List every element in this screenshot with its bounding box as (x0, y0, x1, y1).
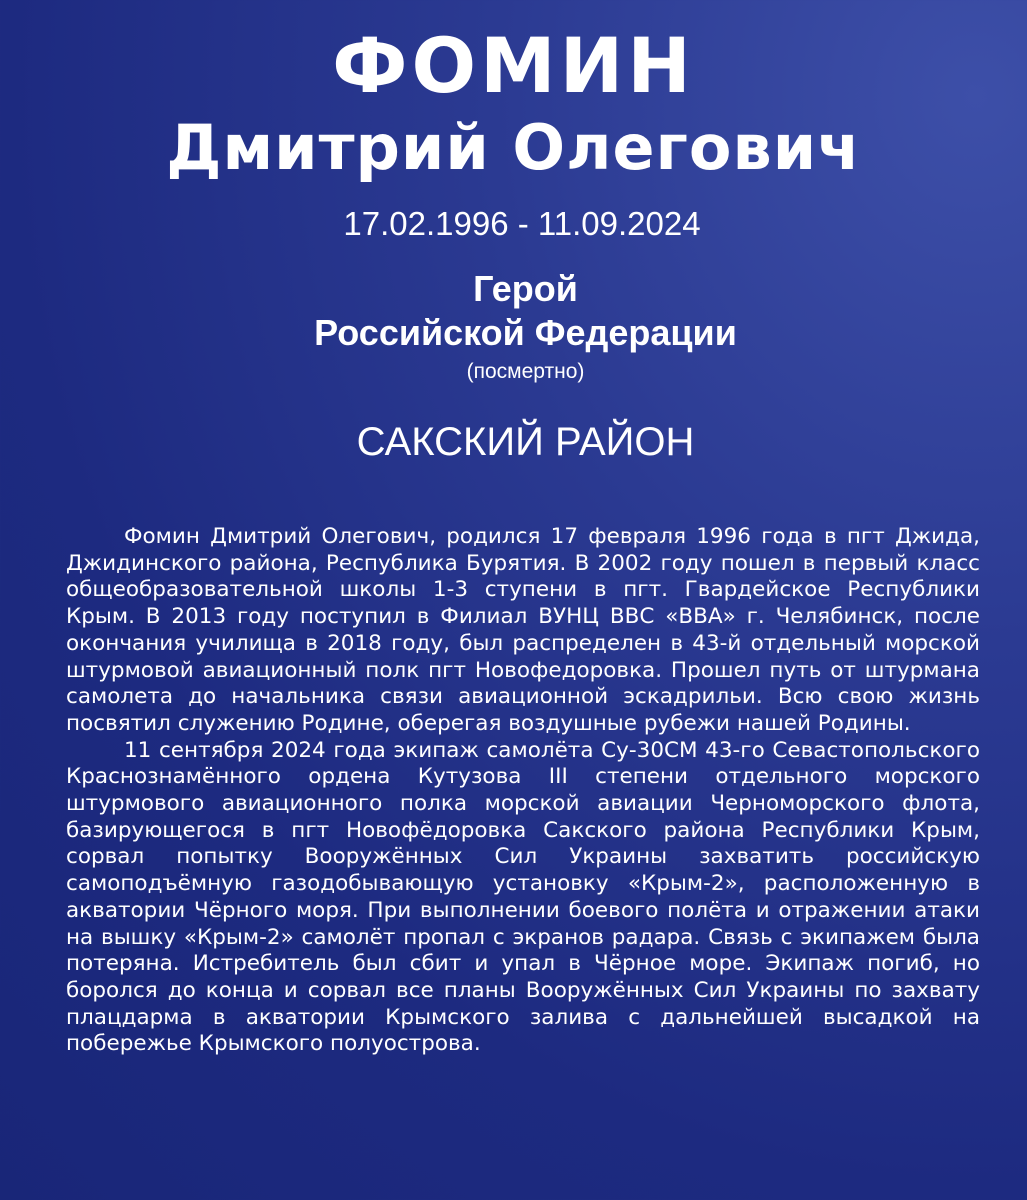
surname-heading: ФОМИН (332, 21, 695, 110)
posthumous-note: (посмертно) (466, 360, 585, 383)
given-names-heading: Дмитрий Олегович (166, 111, 861, 184)
life-dates: 17.02.1996 - 11.09.2024 (343, 205, 701, 242)
hero-title-line2: Российской Федерации (314, 312, 737, 353)
hero-title-line1: Герой (473, 268, 578, 309)
biography-paragraph-1: Фомин Дмитрий Олегович, родился 17 февраля 1996 года в пгт Джида, Джидинского района, Республика Бурятия. В 2002 году пошел в первый класс общеобразовательной школы 1-3 ступени в пгт. Гвардейское Республики Крым. В 2013 году поступил в Филиал ВУНЦ ВВС «ВВА» г. Челябинск, после окончания училища в 2018 году, был распределен в 43-й отдельный морской штурмовой авиационный полк пгт Новофедоровка. Прошел путь от штурмана самолета до начальника связи авиационной эскадрильи. Всю свою жизнь посвятил служению Родине, оберегая воздушные рубежи нашей Родины. (66, 524, 980, 736)
district-name: САКСКИЙ РАЙОН (356, 420, 695, 464)
biography-text (66, 524, 980, 1058)
biography-paragraph-2: 11 сентября 2024 года экипаж самолёта Су-30СМ 43-го Севастопольского Краснознамённого ордена Кутузова III степени отдельного морского штурмового авиационного полка морской авиации Черноморского флота, базирующегося в пгт Новофёдоровка Сакского района Республики Крым, сорвал попытку Вооружённых Сил Украины захватить российскую самоподъёмную газодобывающую установку «Крым-2», расположенную в акватории Чёрного моря. При выполнении боевого полёта и отражении атаки на вышку «Крым-2» самолёт пропал с экранов радара. Связь с экипажем была потеряна. Истребитель был сбит и упал в Чёрное море. Экипаж погиб, но боролся до конца и сорвал все планы Вооружённых Сил Украины по захвату плацдарма в акватории Крымского залива с дальнейшей высадкой на побережье Крымского полуострова. (66, 737, 980, 1057)
